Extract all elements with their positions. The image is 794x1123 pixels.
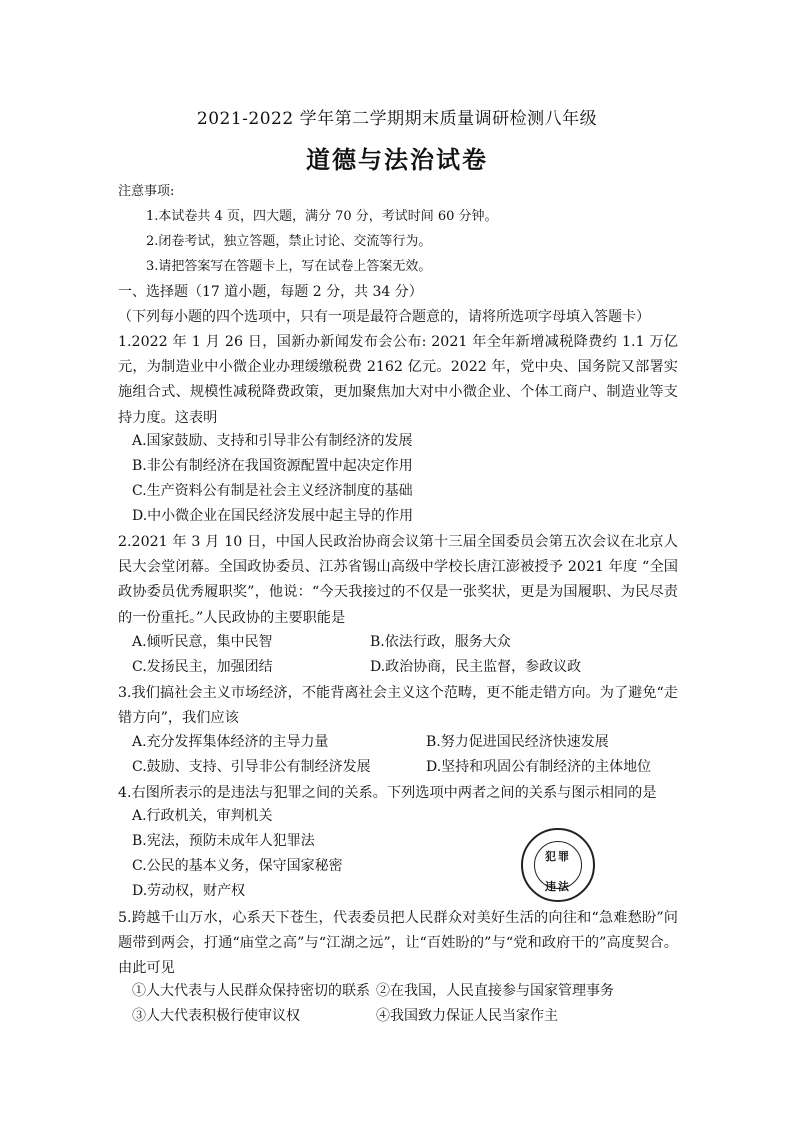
- inner-circle-label: 犯罪: [545, 850, 571, 863]
- question-2-stem: 2.2021 年 3 月 10 日，中国人民政治协商会议第十三届全国委员会第五次会议在北京人民大会堂闭幕。全国政协委员、江苏省锡山高级中学校长唐江澎被授予 2021 年度 “全国政协委员优秀履职奖”，他说：“今天我接过的不仅是一张奖状，更是为国履职、为民尽责的一份重托。”人民政协的主要职能是: [118, 534, 678, 626]
- exam-title: 2021-2022 学年第二学期期末质量调研检测八年级: [196, 109, 598, 129]
- question-4-option-c: C.公民的基本义务，保守国家秘密: [132, 858, 343, 874]
- question-4-stem: 4.右图所表示的是违法与犯罪之间的关系。下列选项中两者之间的关系与图示相同的是: [118, 785, 657, 801]
- question-3-stem: 3.我们搞社会主义市场经济，不能背离社会主义这个范畴，更不能走错方向。为了避免“走错方向”，我们应该: [118, 685, 678, 727]
- section-instruction: （下列每小题的四个选项中，只有一项是最符合题意的，请将所选项字母填入答题卡）: [118, 309, 650, 325]
- question-3-option-a: A.充分发挥集体经济的主导力量: [132, 734, 329, 750]
- notice-item: 1.本试卷共 4 页，四大题，满分 70 分，考试时间 60 分钟。: [146, 209, 498, 224]
- exam-subject-title: 道德与法治试卷: [306, 145, 488, 174]
- question-1-option-c: C.生产资料公有制是社会主义经济制度的基础: [132, 483, 413, 499]
- question-3-option-c: C.鼓励、支持、引导非公有制经济发展: [132, 759, 371, 775]
- question-5-item-2: ②在我国，人民直接参与国家管理事务: [376, 983, 614, 999]
- question-2-option-a: A.倾听民意，集中民智: [132, 634, 273, 650]
- question-4-option-a: A.行政机关，审判机关: [132, 808, 273, 824]
- question-2-option-b: B.依法行政，服务大众: [370, 634, 511, 650]
- crime-illegal-relation-diagram: [521, 828, 595, 902]
- question-5-item-3: ③人大代表积极行使审议权: [132, 1008, 300, 1024]
- notice-heading: 注意事项:: [118, 184, 175, 199]
- question-1-option-d: D.中小微企业在国民经济发展中起主导的作用: [132, 508, 414, 524]
- question-4-option-b: B.宪法，预防未成年人犯罪法: [132, 833, 315, 849]
- question-3-option-d: D.坚持和巩固公有制经济的主体地位: [426, 759, 652, 775]
- question-2-option-d: D.政治协商，民主监督，参政议政: [370, 659, 582, 675]
- outer-circle-label: 违法: [545, 880, 571, 893]
- notice-item: 3.请把答案写在答题卡上，写在试卷上答案无效。: [146, 259, 432, 274]
- question-1-option-b: B.非公有制经济在我国资源配置中起决定作用: [132, 458, 413, 474]
- question-5-item-4: ④我国致力保证人民当家作主: [376, 1008, 558, 1024]
- question-5-item-1: ①人大代表与人民群众保持密切的联系: [132, 983, 370, 999]
- section-heading: 一、选择题（17 道小题，每题 2 分，共 34 分）: [118, 284, 423, 300]
- question-3-option-b: B.努力促进国民经济快速发展: [426, 734, 609, 750]
- question-1-stem: 1.2022 年 1 月 26 日，国新办新闻发布会公布: 2021 年全年新增减税降费约 1.1 万亿元，为制造业中小微企业办理缓缴税费 2162 亿元。2022 年，党中央、国务院又部署实施组合式、规模性减税降费政策，更加聚焦加大对中小微企业、个体工商户、制造业等支持力度。这表明: [118, 334, 678, 426]
- notice-item: 2.闭卷考试，独立答题，禁止讨论、交流等行为。: [146, 234, 432, 249]
- question-2-option-c: C.发扬民主，加强团结: [132, 659, 273, 675]
- question-4-option-d: D.劳动权，财产权: [132, 883, 246, 899]
- question-1-option-a: A.国家鼓励、支持和引导非公有制经济的发展: [132, 433, 413, 449]
- question-5-stem: 5.跨越千山万水，心系天下苍生，代表委员把人民群众对美好生活的向往和“急难愁盼”问题带到两会，打通“庙堂之高”与“江湖之远”，让“百姓盼的”与“党和政府干的”高度契合。由此可见: [118, 910, 678, 977]
